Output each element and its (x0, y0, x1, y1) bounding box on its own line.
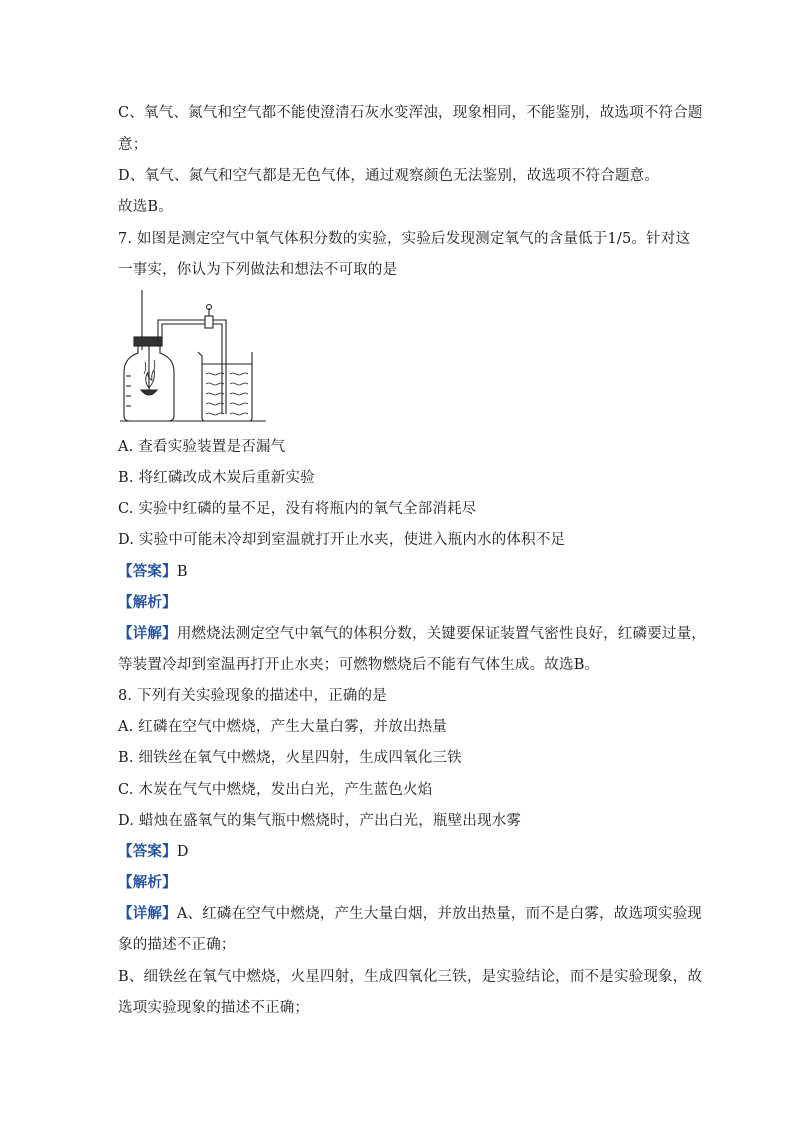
detail-tag: 【详解】 (118, 625, 177, 642)
q8-option-c: C. 木炭在气气中燃烧，发出白光，产生蓝色火焰 (118, 782, 433, 798)
q8-detail (118, 904, 702, 924)
answer-value: D (176, 844, 189, 860)
q7-answer (118, 562, 188, 582)
analysis-tag: 【解析】 (118, 874, 177, 891)
line-d-option: D、氧气、氮气和空气都是无色气体，通过观察颜色无法鉴别，故选项不符合题意。 (118, 168, 660, 184)
detail-text: 用燃烧法测定空气中氧气的体积分数，关键要保证装置气密性良好，红磷要过量， (176, 626, 707, 642)
detail-tag: 【详解】 (118, 905, 177, 922)
q7-stem: 7. 如图是测定空气中氧气体积分数的实验，实验后发现测定氧气的含量低于1/5。针对这 (118, 231, 691, 247)
answer-tag: 【答案】 (118, 563, 177, 580)
q8-detail-cont-1: 象的描述不正确； (118, 937, 236, 953)
clamp (205, 316, 213, 328)
q8-option-d: D. 蜡烛在盛氧气的集气瓶中燃烧时，产出白光，瓶壁出现水雾 (118, 813, 522, 829)
q8-detail-cont-2: B、细铁丝在氧气中燃烧，火星四射，生成四氧化三铁，是实验结论，而不是实验现象，故 (118, 969, 703, 985)
glass-tube (158, 320, 226, 414)
analysis-tag: 【解析】 (118, 594, 177, 611)
combustion-spoon (141, 390, 157, 395)
q7-option-d: D. 实验中可能未冷却到室温就打开止水夹，使进入瓶内水的体积不足 (118, 532, 566, 548)
q7-option-a: A. 查看实验装置是否漏气 (118, 439, 286, 455)
q8-option-b: B. 细铁丝在氧气中燃烧，火星四射，生成四氧化三铁 (118, 750, 462, 766)
answer-value: B (176, 564, 188, 580)
q8-detail-cont-3: 选项实验现象的描述不正确； (118, 1000, 310, 1016)
experiment-apparatus-figure (118, 290, 278, 426)
q8-answer (118, 842, 189, 862)
line-choose-b: 故选B。 (118, 199, 173, 215)
beaker (198, 352, 252, 421)
q7-detail-cont: 等装置冷却到室温再打开止水夹；可燃物燃烧后不能有气体生成。故选B。 (118, 657, 600, 673)
q8-stem: 8. 下列有关实验现象的描述中，正确的是 (118, 688, 387, 704)
q7-option-b: B. 将红磷改成木炭后重新实验 (118, 470, 315, 486)
q7-detail (118, 624, 706, 644)
flame (146, 370, 155, 388)
line-c-option: C、氧气、氮气和空气都不能使澄清石灰水变浑浊，现象相同，不能鉴别，故选项不符合题 (118, 105, 703, 121)
q8-option-a: A. 红磷在空气中燃烧，产生大量白雾，并放出热量 (118, 719, 447, 735)
detail-text: A、红磷在空气中燃烧，产生大量白烟，并放出热量，而不是白雾，故选项实验现 (176, 906, 702, 922)
q7-stem-cont: 一事实，你认为下列做法和想法不可取的是 (118, 262, 398, 278)
line-c-option-cont: 意； (118, 137, 148, 153)
water (206, 373, 248, 415)
q7-analysis (118, 593, 177, 613)
answer-tag: 【答案】 (118, 843, 177, 860)
q7-option-c: C. 实验中红磷的量不足，没有将瓶内的氧气全部消耗尽 (118, 501, 477, 517)
q8-analysis (118, 873, 177, 893)
